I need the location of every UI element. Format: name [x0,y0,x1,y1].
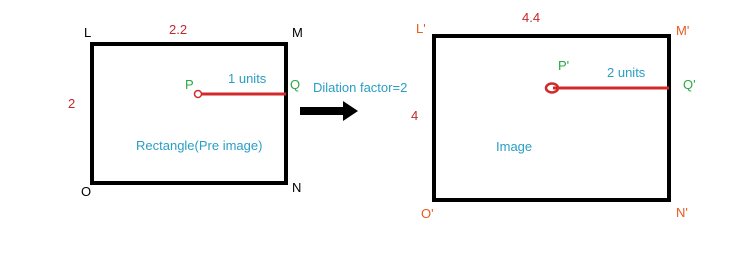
image-side-length: 4 [411,108,419,123]
pre-image-point-p: P [185,77,194,92]
pre-image-top-length: 2.2 [169,22,188,37]
pre-image-segment-label: 1 units [228,71,267,86]
image-point-p: P' [558,58,570,73]
pre-image-vertex-n: N [292,180,302,195]
image-caption: Image [496,139,533,154]
pre-image-vertex-l: L [84,25,92,40]
image-point-q: Q' [683,77,696,92]
image-vertex-l: L' [416,21,426,36]
image-rectangle [434,36,669,200]
image-vertex-n: N' [676,205,688,220]
pre-image-rectangle [92,44,286,183]
pre-image-caption: Rectangle(Pre image) [136,138,263,153]
image-top-length: 4.4 [522,10,541,25]
pre-image-point-q: Q [290,77,301,92]
pre-image-vertex-o: O [81,184,92,199]
image-vertex-m: M' [676,23,690,38]
dilation-factor-label: Dilation factor=2 [313,80,408,95]
image-segment-label: 2 units [607,65,646,80]
pre-image-point-p-marker [195,91,202,98]
pre-image-vertex-m: M [292,25,303,40]
dilation-arrow [300,101,358,121]
image-vertex-o: O' [421,206,434,221]
pre-image-side-length: 2 [68,96,76,111]
